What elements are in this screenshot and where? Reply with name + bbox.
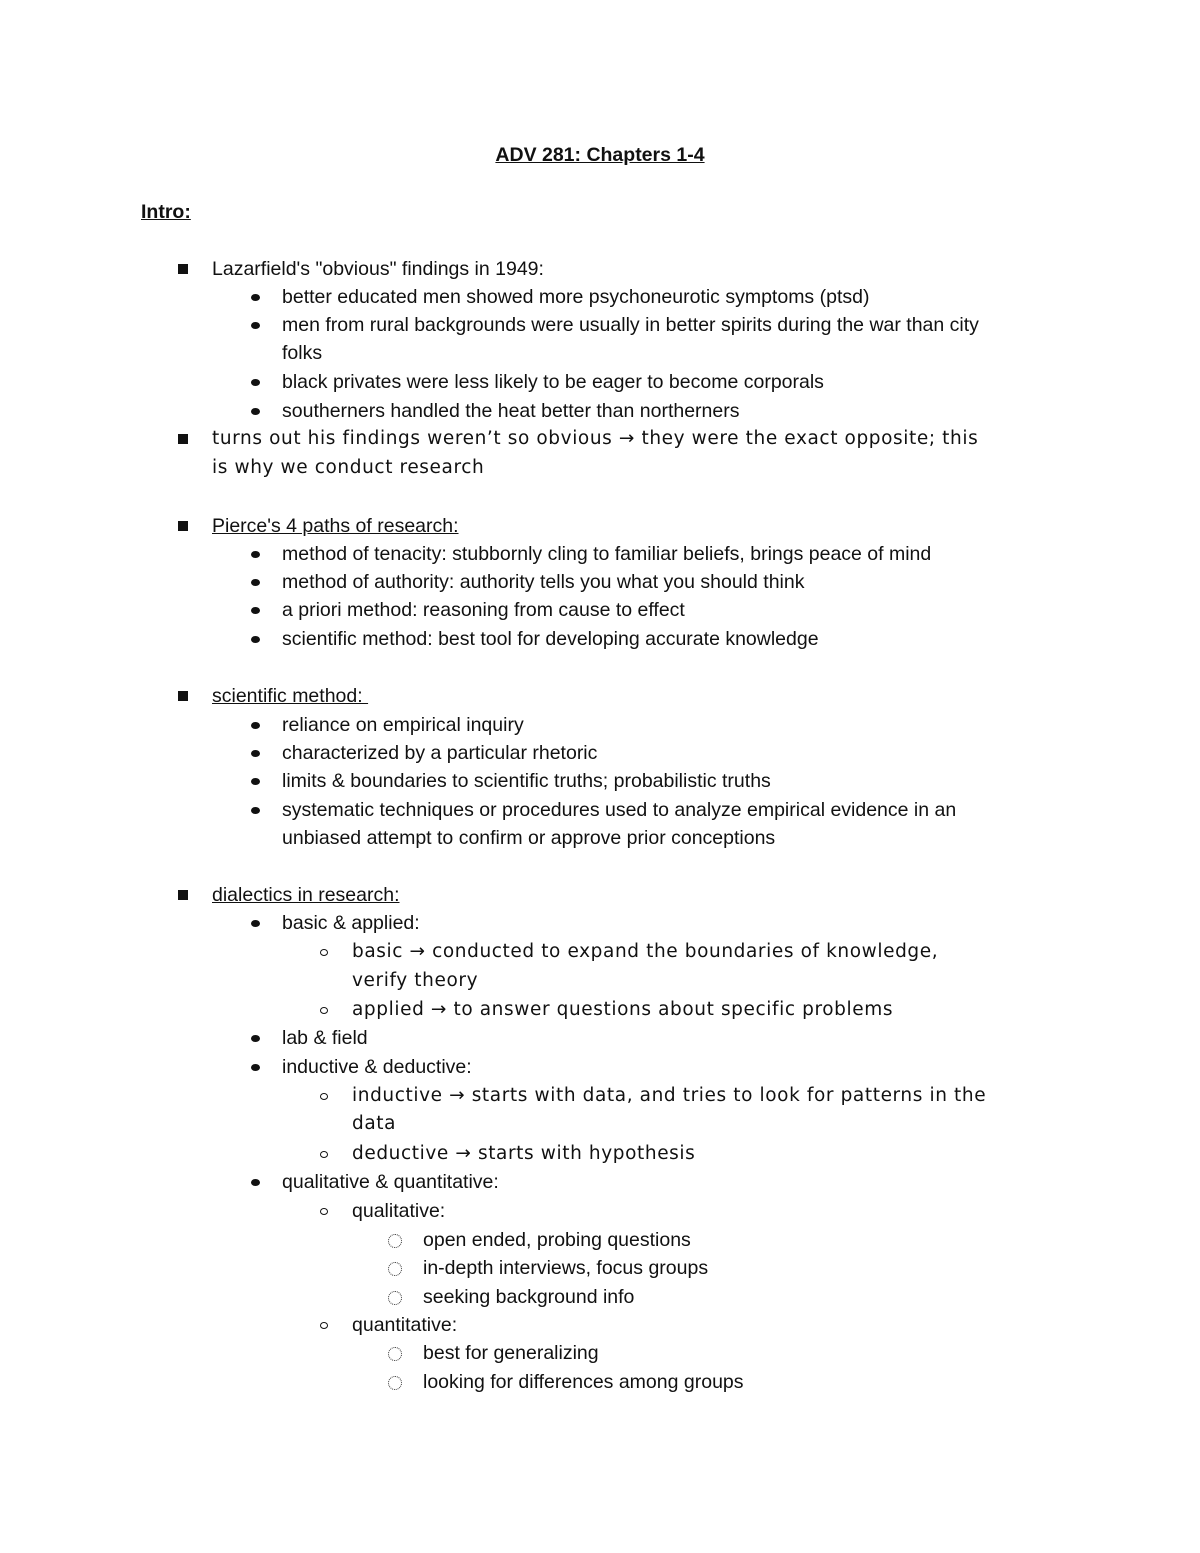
list-item: reliance on empirical inquiry: [282, 711, 524, 740]
square-bullet-icon: [178, 434, 188, 444]
filled-circle-bullet-icon: [251, 1064, 260, 1071]
filled-circle-bullet-icon: [251, 294, 260, 301]
list-item: scientific method: best tool for developing accurate knowledge: [282, 625, 819, 654]
filled-circle-bullet-icon: [251, 379, 260, 386]
list-item-continuation: unbiased attempt to confirm or approve prior conceptions: [282, 827, 776, 849]
list-item-continuation: folks: [282, 342, 323, 364]
filled-circle-bullet-icon: [251, 722, 260, 729]
list-item: a priori method: reasoning from cause to effect: [282, 596, 685, 625]
filled-circle-bullet-icon: [251, 551, 260, 558]
list-item: method of authority: authority tells you what you should think: [282, 568, 804, 597]
document-title: ADV 281: Chapters 1-4: [495, 144, 705, 166]
list-item: applied → to answer questions about specific problems: [352, 996, 893, 1025]
hollow-circle-bullet-icon: [320, 1208, 328, 1215]
hollow-circle-bullet-icon: [320, 1093, 328, 1100]
filled-circle-bullet-icon: [251, 607, 260, 614]
hollow-circle-bullet-icon: [320, 1322, 328, 1329]
list-item: turns out his findings weren’t so obvious → they were the exact opposite; this: [212, 425, 978, 454]
list-item: inductive & deductive:: [282, 1053, 472, 1082]
dotted-circle-bullet-icon: [388, 1376, 402, 1390]
list-item-continuation: is why we conduct research: [212, 457, 485, 478]
hollow-circle-bullet-icon: [320, 949, 328, 956]
list-item: lab & field: [282, 1024, 368, 1053]
list-item: black privates were less likely to be eager to become corporals: [282, 368, 824, 397]
list-item: inductive → starts with data, and tries to look for patterns in the: [352, 1082, 986, 1111]
list-item: men from rural backgrounds were usually in better spirits during the war than city: [282, 311, 979, 340]
list-item: looking for differences among groups: [423, 1368, 744, 1397]
dotted-circle-bullet-icon: [388, 1347, 402, 1361]
list-item: best for generalizing: [423, 1339, 599, 1368]
hollow-circle-bullet-icon: [320, 1151, 328, 1158]
list-item: deductive → starts with hypothesis: [352, 1140, 695, 1169]
filled-circle-bullet-icon: [251, 807, 260, 814]
square-bullet-icon: [178, 691, 188, 701]
filled-circle-bullet-icon: [251, 579, 260, 586]
list-item: Lazarfield's "obvious" findings in 1949:: [212, 255, 544, 284]
list-item: southerners handled the heat better than northerners: [282, 397, 739, 426]
list-item: Pierce's 4 paths of research:: [212, 512, 459, 541]
filled-circle-bullet-icon: [251, 920, 260, 927]
filled-circle-bullet-icon: [251, 750, 260, 757]
list-item: scientific method:: [212, 682, 368, 711]
filled-circle-bullet-icon: [251, 636, 260, 643]
list-item: better educated men showed more psychoneurotic symptoms (ptsd): [282, 283, 869, 312]
dotted-circle-bullet-icon: [388, 1234, 402, 1248]
square-bullet-icon: [178, 521, 188, 531]
list-item: dialectics in research:: [212, 881, 400, 910]
filled-circle-bullet-icon: [251, 322, 260, 329]
list-item: limits & boundaries to scientific truths; probabilistic truths: [282, 767, 771, 796]
list-item: basic → conducted to expand the boundaries of knowledge,: [352, 938, 938, 967]
list-item: method of tenacity: stubbornly cling to familiar beliefs, brings peace of mind: [282, 540, 931, 569]
filled-circle-bullet-icon: [251, 1179, 260, 1186]
list-item: characterized by a particular rhetoric: [282, 739, 597, 768]
square-bullet-icon: [178, 264, 188, 274]
filled-circle-bullet-icon: [251, 778, 260, 785]
list-item: open ended, probing questions: [423, 1226, 691, 1255]
list-item: qualitative:: [352, 1197, 445, 1226]
list-item: systematic techniques or procedures used to analyze empirical evidence in an: [282, 796, 956, 825]
filled-circle-bullet-icon: [251, 1035, 260, 1042]
square-bullet-icon: [178, 890, 188, 900]
dotted-circle-bullet-icon: [388, 1262, 402, 1276]
section-heading-intro: Intro:: [141, 201, 191, 223]
list-item: basic & applied:: [282, 909, 420, 938]
dotted-circle-bullet-icon: [388, 1291, 402, 1305]
list-item: in-depth interviews, focus groups: [423, 1254, 708, 1283]
list-item: quantitative:: [352, 1311, 457, 1340]
hollow-circle-bullet-icon: [320, 1007, 328, 1014]
list-item-continuation: data: [352, 1113, 397, 1134]
list-item: seeking background info: [423, 1283, 634, 1312]
list-item: qualitative & quantitative:: [282, 1168, 499, 1197]
filled-circle-bullet-icon: [251, 408, 260, 415]
list-item-continuation: verify theory: [352, 970, 479, 991]
